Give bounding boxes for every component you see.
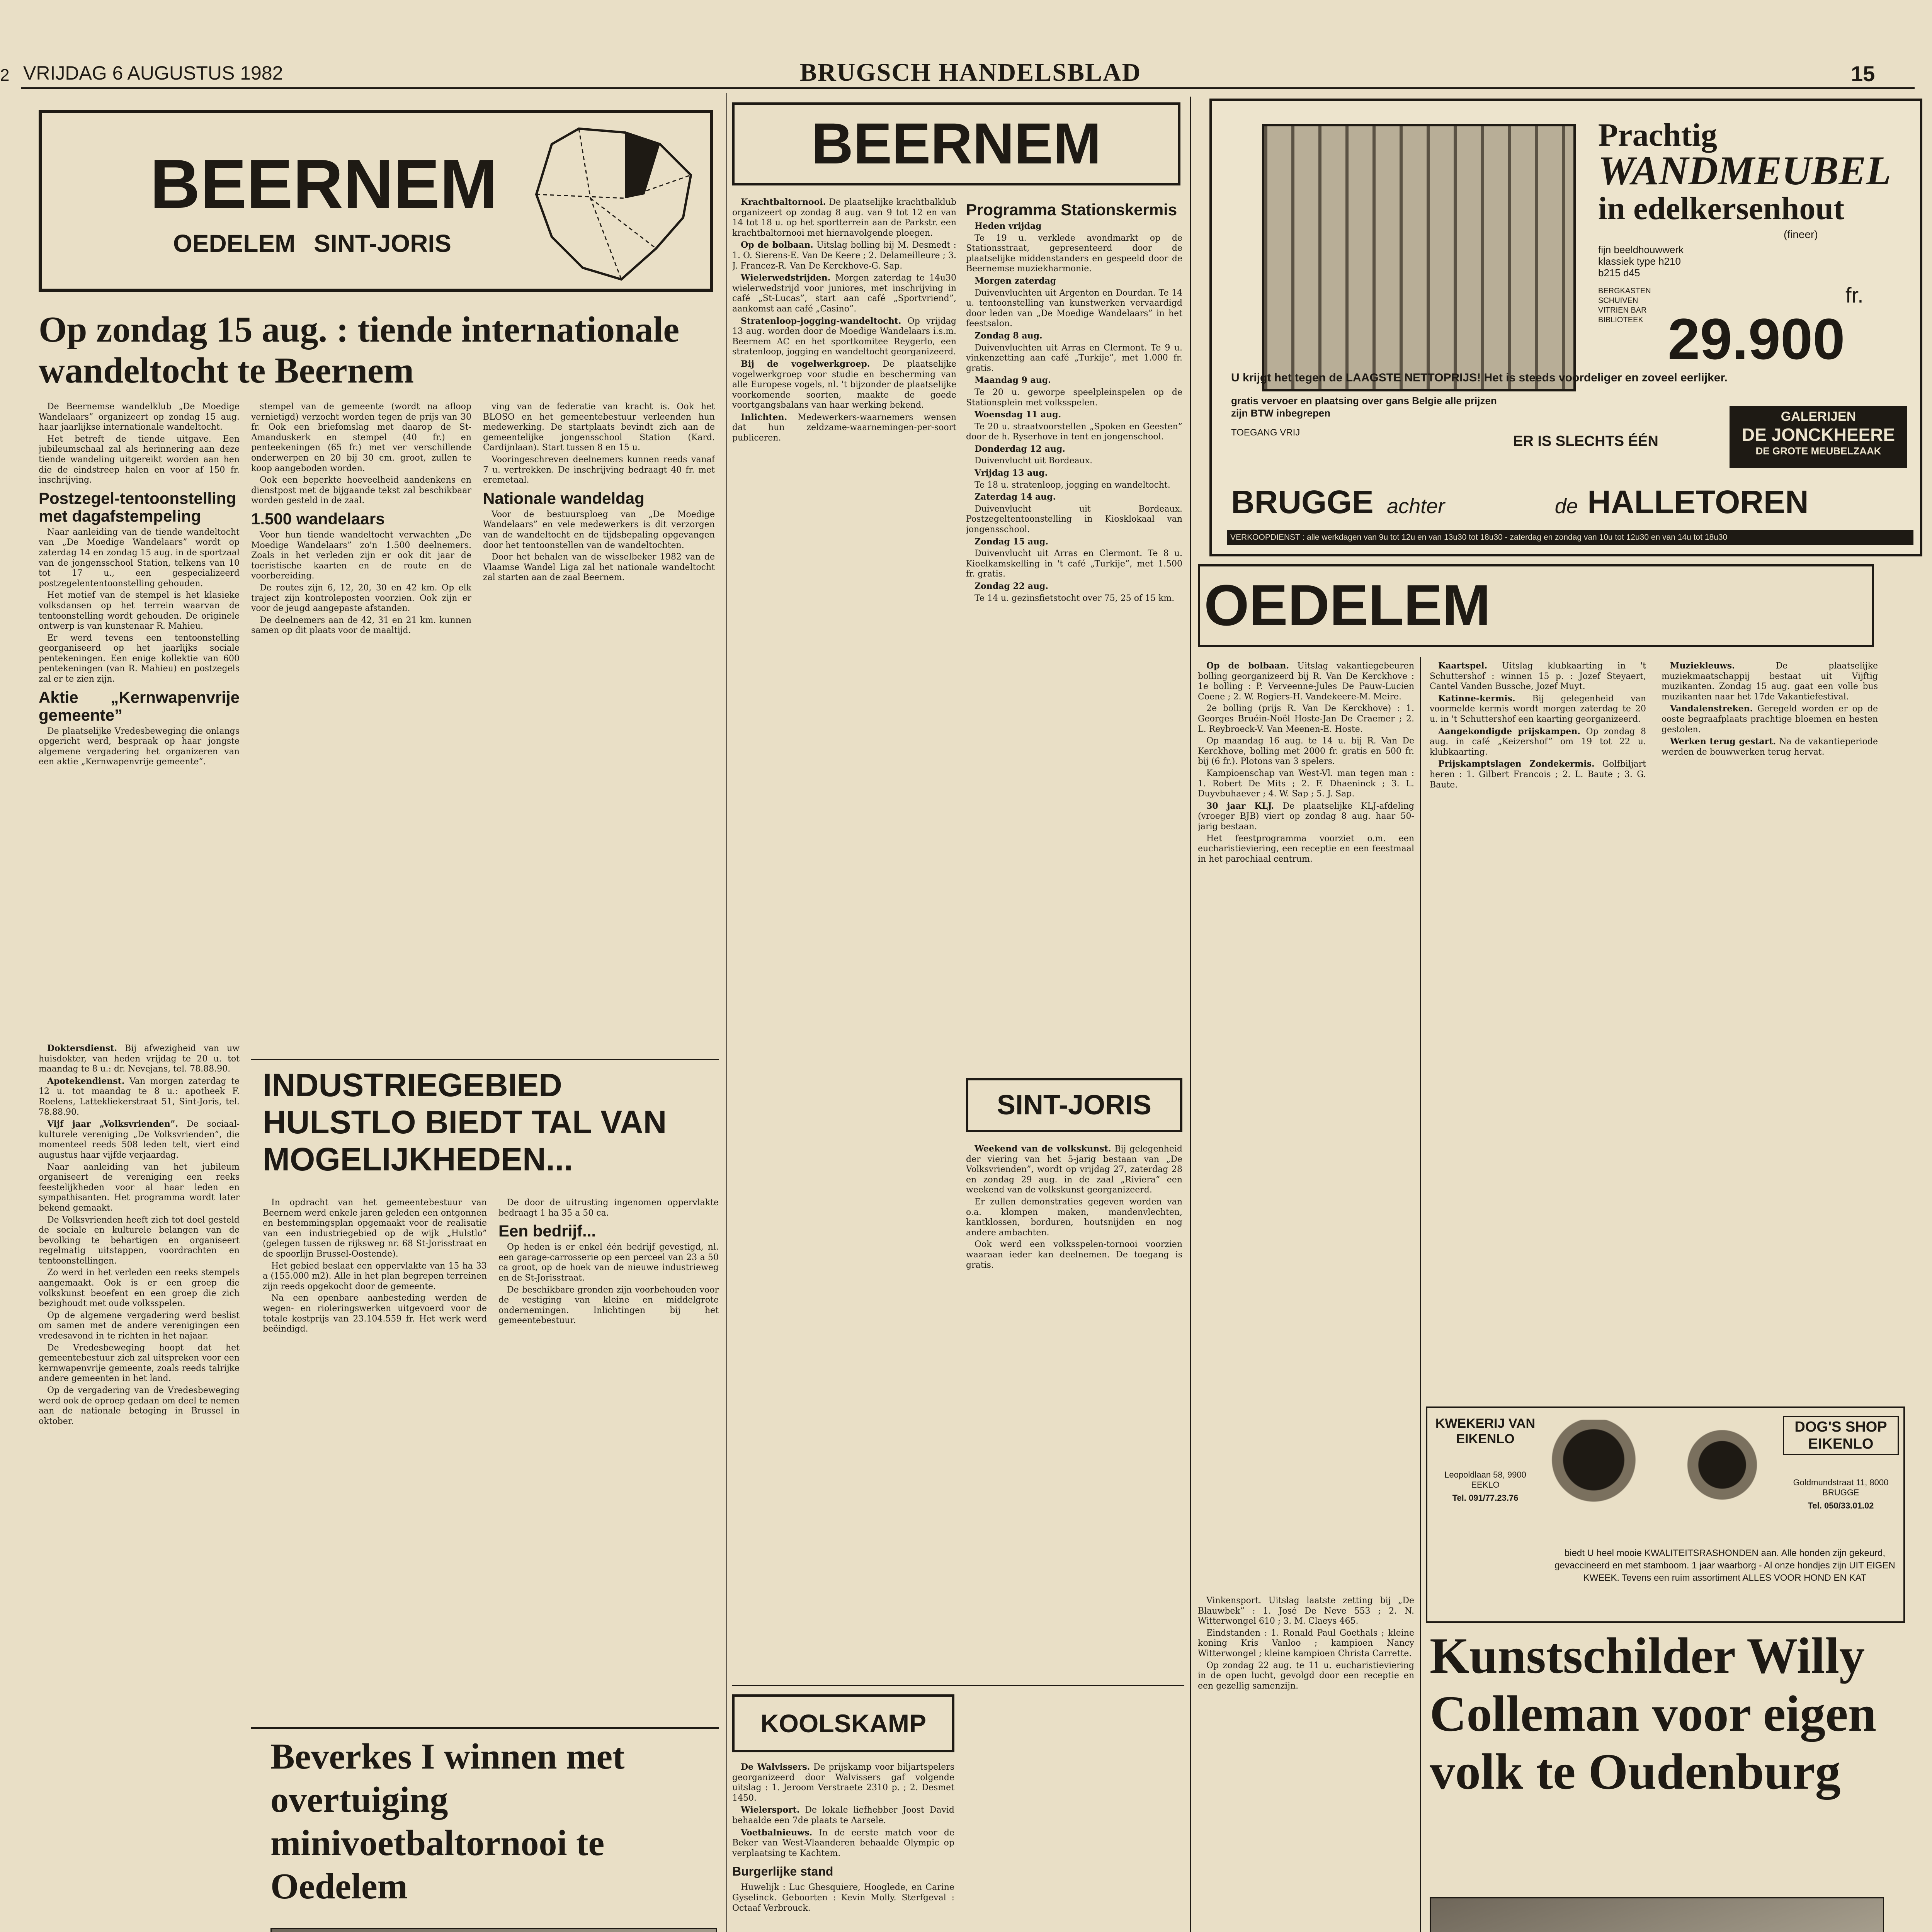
- oedelem-filler-2: Op maandag 16 aug. te 14 u. bij R. Van De Kerckhove, bolling met 2000 fr. gratis en 500 fr. bij (6 fr.). Plotons van 3 spelers.: [1198, 736, 1414, 767]
- dogs-footer: biedt U heel mooie KWALITEITSRASHONDEN aan. Alle honden zijn gekeurd, gevaccineerd en met stamboom. 1 jaar waarborg - Al onze hondjes zijn UIT EIGEN KWEEK. Tevens een ruim assortiment ALLES VOOR HOND EN KAT: [1554, 1548, 1895, 1583]
- dogs-right-tel: Tel. 050/33.01.02: [1808, 1501, 1874, 1510]
- vijf-title: Vijf jaar „Volksvrienden”.: [47, 1119, 179, 1129]
- bolbaan-title: Op de bolbaan.: [741, 240, 813, 250]
- donderdag-text: Duivenvlucht uit Bordeaux.: [975, 456, 1093, 466]
- vrijdag13-text: Te 18 u. stratenloop, jogging en wandeltocht.: [975, 480, 1170, 490]
- hulstlo-filler-2: Na een openbare aanbesteding werden de wegen- en rioleringswerken uitgevoerd voor de totale kostprijs van 23.104.559 fr. Het werk werd beëindigd.: [263, 1293, 487, 1334]
- koolskamp-rule: [732, 1685, 1184, 1686]
- ad-line3: in edelkersenhout: [1598, 190, 1845, 226]
- ad-fr: fr.: [1845, 283, 1864, 307]
- woensdag-text: Te 20 u. straatvoorstellen „Spoken en Geesten” door de h. Ryserhove in tent en jongenschool.: [966, 422, 1182, 442]
- extra-aktie: De plaatselijke Vredesbeweging die onlangs opgericht werd, bespraak op haar jongste algemene vergadering het organizeren van een aktie „Kernwapenvrije gemeente”.: [39, 726, 240, 767]
- ad-jonckheere-block: [1730, 406, 1907, 468]
- tocht-body-1: Naar aanleiding van de tiende wandeltocht van „De Moedige Wandelaars” wordt op zaterdag 14 en zondag 15 aug. in de sportzaal van de jongensschool Station, telkens van 10 tot 17 u., een gespecializeerd postzegelententoonstelling gehouden.: [39, 527, 240, 588]
- hulstlo-filler-3: De beschikbare gronden zijn voorbehouden voor de vestiging van kleine en middelgrote ondernemingen. Inlichtingen bij het gemeentebestuur.: [498, 1285, 719, 1326]
- oedelem-header: [1198, 564, 1874, 647]
- voetbal-text: In de eerste match voor de Beker van West-Vlaanderen behaalde Olympic op verplaatsing te Kachtem.: [732, 1828, 954, 1858]
- dogs-left-tel: Tel. 091/77.23.76: [1452, 1493, 1519, 1503]
- tocht-intro: De Beernemse wandelklub „De Moedige Wandelaars” organizeert op zondag 15 aug. haar jaarlijkse internationale wandeltocht.: [39, 402, 240, 432]
- hulstlo-col2b: Op heden is er enkel één bedrijf gevestigd, nl. een garage-carrosserie op een perceel van 23 a 50 ca groot, op de hoek van de nieuwe industrieweg en de St-Jorisstraat.: [498, 1242, 719, 1283]
- sint-joris-filler-1: Er zullen demonstraties gegeven worden van o.a. klompen maken, mandenvlechten, kantklossen, borduren, houtsnijden en nog andere ambachten.: [966, 1197, 1182, 1238]
- beernem-box-title: BEERNEM: [811, 111, 1102, 176]
- banner-subtitle: OEDELEM SINT-JORIS: [173, 230, 451, 257]
- ad-price: 29.900: [1668, 306, 1845, 371]
- dog-illustration-left: [1543, 1420, 1655, 1520]
- krachtbal-text: De plaatselijke krachtbalklub organizeert op zondag 8 aug. van 9 tot 12 en van 14 tot 18 u. op het sportterrein aan de Parkstr. een krachtbaltornooi met hiernavolgende ploegen.: [732, 197, 956, 238]
- header-rule: [21, 87, 1915, 89]
- oedelem-filler-5: Eindstanden : 1. Ronald Paul Goethals ; kleine koning Kris Vanloo ; kampioen Nancy Witterwongel ; kleine kampioen Christa Carrette.: [1198, 1628, 1414, 1658]
- zondag-text: Duivenvluchten uit Arras en Clermont. Te 9 u. vinkenzetting aan café „Turkije”, met 1.000 fr. gratis.: [966, 343, 1182, 373]
- extra-filler-4: Op de algemene vergadering werd beslist om samen met de andere verenigingen een vredesavond in te richten in het najaar.: [39, 1310, 240, 1341]
- verken-text: Na de vakantieperiode werden de bouwwerken terug hervat.: [1662, 737, 1878, 757]
- hulstlo-filler-1: Het gebied beslaat een oppervlakte van 15 ha 33 a (155.000 m2). Alle in het plan begrepen terreinen zijn reeds opgekocht door de gemeente.: [263, 1261, 487, 1291]
- tocht-col3-filler: Vooringeschreven deelnemers kunnen reeds vanaf 7 u. vertrekken. De inschrijving bedraagt 40 fr. met eremetaal.: [483, 454, 715, 485]
- zondag15-text: Duivenvlucht uit Arras en Clermont. Te 8 u. Kioelkamskelling in 't café „Turkije”, met 1.500 fr. gratis.: [966, 549, 1182, 579]
- muziek-text: De plaatselijke muziekmaatschappij bestaat uit Vijftig muzikanten. Zondag 15 aug. gaat een volle bus muzikanten naar het 17de Vakantiefestival.: [1662, 661, 1878, 702]
- kli-text: De plaatselijke KLJ-afdeling (vroeger BJB) viert op zondag 8 aug. haar 50-jarig bestaan.: [1198, 801, 1414, 832]
- ad-service: gratis vervoer en plaatsing over gans Belgie alle prijzen zijn BTW inbegrepen: [1231, 395, 1497, 419]
- header-date: VRIJDAG 6 AUGUSTUS 1982: [23, 62, 283, 84]
- oedelem-filler-6: Op zondag 22 aug. te 11 u. eucharistieviering in de open lucht, gevolgd door een receptie en een gezellig samenzijn.: [1198, 1660, 1414, 1691]
- ad-halletoren: HALLETOREN: [1587, 484, 1809, 520]
- extra-left-col: [39, 1043, 240, 1932]
- walvissers-title: De Walvissers.: [741, 1762, 810, 1772]
- oedelem-title: OEDELEM: [1204, 573, 1491, 638]
- extra-sub-aktie: Aktie „Kernwapenvrije gemeente”: [39, 688, 240, 724]
- tocht-col3: ving van de federatie van kracht is. Ook het BLOSO en het gemeentebestuur verleenden hun medewerking. De startplaats bevindt zich aan de gemeentelijke jongensschool Station (Kard. Cardijnlaan). Start tussen 8 en 15 u.: [483, 402, 715, 453]
- inlichting-text: Medewerkers-waarnemers wensen dat hun zeldzame-waarnemingen-per-soort publiceren.: [732, 412, 956, 443]
- maandag-text: Te 20 u. geworpe speelpleinspelen op de Stationsplein met volksspelen.: [966, 387, 1182, 408]
- header-paper: BRUGSCH HANDELSBLAD: [800, 58, 1141, 87]
- tocht-col2: stempel van de gemeente (wordt na afloop vernietigd) verzocht worden tegen de prijs van 30 fr. Ook een briefomslag met daarop de St-Amanduskerk en stempel (40 fr.) en penteekeningen (65 fr.) met ver verschillende onderwerpen en 20 bij 30 cm. groot, zullen te koop aangeboden worden.: [251, 402, 471, 473]
- edge-page-number: 2: [0, 66, 10, 85]
- dokter-text: Bij afwezigheid van uw huisdokter, van heden vrijdag te 20 u. tot maandag te 8 u.: dr. Nevejans, tel. 78.88.90.: [39, 1044, 240, 1074]
- prijskamp-title: Prijskamptslagen Zondekermis.: [1438, 759, 1595, 769]
- bolbaan-text: Uitslag bolling bij M. Desmedt : 1. O. Sierens-E. Van De Keere ; 2. Delameilleure ; 3. J. Francez-R. Van De Kerckhove-G. Sap.: [732, 240, 956, 271]
- vogel-title: Bij de vogelwerkgroep.: [741, 359, 870, 369]
- zaterdag-text: Duivenvluchten uit Argenton en Dourdan. Te 14 u. tentoonstelling van kunstwerken vervaardigd door leden van „De Moedige Wandelaars” in het feestsalon.: [966, 288, 1182, 329]
- tocht-filler-2: Het motief van de stempel is het klasieke volksdansen op het terrein waarvan de tentoonstelling wordt gehouden. De originele ontwerp is van kunstenaar R. Mahieu.: [39, 590, 240, 631]
- wielersport-text: De lokale liefhebber Joost David behaalde een 7de plaats te Aarsele.: [732, 1805, 954, 1825]
- muziek-title: Muziekleuws.: [1670, 661, 1735, 671]
- prijskamp-text: Golfbiljart heren : 1. Gilbert Francois ; 2. L. Baute ; 3. G. Baute.: [1430, 759, 1646, 790]
- hulstlo-col-2: [498, 1198, 719, 1681]
- zaterdag14-title: Zaterdag 14 aug.: [975, 492, 1056, 502]
- ad-desc: fijn beeldhouwwerk klassiek type h210 b215 d45: [1598, 244, 1684, 279]
- kunstschilder-headline: Kunstschilder Willy Colleman voor eigen volk te Oudenburg: [1430, 1627, 1877, 1800]
- katinne-title: Katinne-kermis.: [1438, 693, 1515, 704]
- oedelem-filler-3: Het feestprogramma voorziet o.m. een eucharistieviering, een receptie en een feestmaal in het parochiaal centrum.: [1198, 833, 1414, 864]
- koolskamp-title: KOOLSKAMP: [760, 1709, 926, 1738]
- voetbal-title: Voetbalnieuws.: [741, 1827, 813, 1838]
- koolskamp-header: [732, 1694, 954, 1752]
- wieler-text: Morgen zaterdag te 14u30 wielerwedstrijd voor juniores, met inschrijving in café „St-Lucas”, start aan café „Sportvriend”, aankomst aan café „Casino”.: [732, 273, 956, 314]
- kli-title: 30 jaar KLJ.: [1206, 801, 1274, 811]
- extra-filler-5: De Vredesbeweging hoopt dat het gemeentebestuur zich zal uitspreken voor een kernwapenvrije gemeente, zoals reeds talrijke andere gemeenten in het land.: [39, 1343, 240, 1384]
- burger-title: Burgerlijke stand: [732, 1864, 833, 1879]
- beernem-box-header: [732, 102, 1180, 185]
- municipality-map: [529, 121, 699, 287]
- hulstlo-col1: In opdracht van het gemeentebestuur van Beernem werd enkele jaren geleden een ontgonnen en bestemmingsplan opgemaakt voor de realisatie van een industriegebied op de wijk „Hulstlo” (gelegen tussen de rijksweg nr. 68 St-Jorisstraat en de spoorlijn Brussel-Oostende).: [263, 1198, 487, 1259]
- oedelem-bolbaan-text: Uitslag vakantiegebeuren bolling georganizeerd bij R. Van De Kerckhove : 1e bolling : P. Verveenne-Jules De Pauw-Lucien Coene ; 2. W. Rogiers-H. Vandekeere-M. Meire.: [1198, 661, 1414, 702]
- ad-parts: BERGKASTEN SCHUIVEN VITRIEN BAR BIBLIOTEEK: [1598, 287, 1651, 324]
- col-divider-b: [1190, 97, 1191, 1932]
- oedelem-kampioen: Kampioenschap van West-Vl. man tegen man : 1. Robert De Mits ; 2. F. Dhaeninck ; 3. L. Duyvbuhaever ; 4. W. Sap ; 5. J. Sap.: [1198, 768, 1414, 799]
- kaart-title: Kaartspel.: [1438, 661, 1488, 671]
- oedelem-filler-4: Vinkensport. Uitslag laatste zetting bij „De Blauwbek” : 1. José De Neve 553 ; 2. N. Witterwongel 610 ; 3. M. Claeys 465.: [1198, 1596, 1414, 1626]
- programma-title: Programma Stationskermis: [966, 201, 1177, 219]
- sint-joris-col: [966, 1144, 1182, 1677]
- vrijdag-title: Heden vrijdag: [975, 221, 1042, 231]
- ad-line2: WANDMEUBEL: [1598, 148, 1891, 193]
- inlichting-title: Inlichten.: [741, 412, 787, 422]
- beernem-box-col-1: [732, 197, 956, 1681]
- kunstschilder-photo: [1430, 1897, 1884, 1932]
- walvissers-text: De prijskamp voor biljartspelers georganizeerd door Walvissers gaf volgende uitslag : 1. Jeroom Verstraete 2310 p. ; 2. Desmet 1450.: [732, 1762, 954, 1803]
- ad-jonckheere: DE JONCKHEERE: [1742, 425, 1895, 445]
- zondag22-text: Te 14 u. gezinsfietstocht over 75, 25 of 15 km.: [975, 593, 1175, 603]
- ad-fineer: (fineer): [1784, 228, 1818, 240]
- tocht-sub-postzegel: Postzegel-tentoonstelling met dagafstempeling: [39, 489, 236, 525]
- apotheek-text: Van morgen zaterdag te 12 u. tot maandag te 8 u.: apotheek F. Roelens, Lattekliekerstraat 51, Sint-Joris, tel. 78.88.90.: [39, 1076, 240, 1117]
- extra-filler-3: Zo werd in het verleden een reeks stempels aangemaakt. Ook is er een groep die volkskunst beoefent en een groep die zich bezighoudt met oude volksspelen.: [39, 1268, 240, 1309]
- tocht-col2d: De deelnemers aan de 42, 31 en 21 km. kunnen samen op dit plaats voor de maaltijd.: [251, 615, 471, 636]
- beverkes-headline: Beverkes I winnen met overtuiging minivoetbaltornooi te Oedelem: [270, 1736, 625, 1906]
- beernem-banner: [39, 110, 713, 292]
- vrijdag-text: Te 19 u. verklede avondmarkt op de Stationsstraat, gepresenteerd door de plaatselijke middenstanders en gespeeld door de Beernemse muziekharmonie.: [966, 233, 1182, 274]
- header-page-number: 15: [1851, 61, 1875, 86]
- ad-line1: Prachtig: [1598, 117, 1717, 153]
- sint-joris-title: SINT-JORIS: [997, 1090, 1152, 1121]
- banner-title: BEERNEM: [150, 145, 498, 223]
- tocht-hulstlo-rule: [251, 1059, 719, 1060]
- dogs-advert: [1426, 1406, 1905, 1623]
- zondag22-title: Zondag 22 aug.: [975, 581, 1048, 591]
- aangekondigd-text: Op zondag 8 aug. in café „Keizershof” om 19 tot 22 u. klubkaarting.: [1430, 726, 1646, 757]
- dogs-left-title: KWEKERIJ VAN EIKENLO: [1435, 1416, 1536, 1446]
- extra-filler-6: Op de vergadering van de Vredesbeweging werd ook de oproep gedaan om deel te nemen aan de nationale betoging in Brussel in oktober.: [39, 1386, 240, 1426]
- zondag-title: Zondag 8 aug.: [975, 330, 1043, 341]
- hulstlo-beverkes-rule: [251, 1727, 719, 1729]
- zaterdag14-text: Duivenvlucht uit Bordeaux. Postzegeltentoonstelling in Kiosklokaal van jongensschool.: [966, 504, 1182, 535]
- oedelem-col-1: [1198, 661, 1414, 1588]
- wandmeubel-illustration: [1262, 124, 1576, 391]
- ad-galerijen: GALERIJEN: [1781, 409, 1856, 424]
- ad-tagline: U krijgt het tegen de LAAGSTE NETTOPRIJS! Het is steeds voordeliger en zoveel eerlijker.: [1231, 371, 1728, 384]
- ad-toegang: TOEGANG VRIJ: [1231, 427, 1300, 438]
- map-outline: [536, 129, 691, 279]
- aangekondigd-title: Aangekondigde prijskampen.: [1438, 726, 1580, 736]
- wielersport-title: Wielersport.: [741, 1805, 800, 1815]
- stratenloop-text: Op vrijdag 13 aug. worden door de Moedige Wandelaars i.s.m. Beernem AC en het sportkomitee Reygerlo, een stratenloop, jogging en wandeltocht georganizeerd.: [732, 316, 956, 357]
- tocht-sub-1500: 1.500 wandelaars: [251, 509, 385, 528]
- extra-filler-2: De Volksvrienden heeft zich tot doel gesteld de sociale en kulturele belangen van de bevolking te behartigen en organiseert regelmatig uitstappen, voordrachten en tentoonstellingen.: [39, 1215, 240, 1266]
- hulstlo-col-1: [263, 1198, 487, 1681]
- krachtbal-title: Krachtbaltornooi.: [741, 197, 826, 207]
- oedelem-bolbaan-title: Op de bolbaan.: [1206, 661, 1289, 671]
- beverkes-photo: [270, 1928, 717, 1932]
- ad-achter: achter: [1387, 495, 1445, 518]
- vijf-text: De sociaal-kulturele vereniging „De Volksvrienden”, die momenteel reeds 508 leden telt, viert eind augustus haar vijfde verjaardag.: [39, 1119, 240, 1160]
- apotheek-title: Apotekendienst.: [47, 1076, 125, 1086]
- tocht-col2b: Voor hun tiende wandeltocht verwachten „De Moedige Wandelaars” zo'n 1.500 deelnemers. Zoals in het verleden zijn er ook dit jaar de toeristische kaarten en de route en de voorbereiding.: [251, 530, 471, 581]
- zondag15-title: Zondag 15 aug.: [975, 536, 1048, 547]
- wieler-title: Wielerwedstrijden.: [741, 273, 831, 283]
- tocht-col2c: De routes zijn 6, 12, 20, 30 en 42 km. Op elk traject zijn kontroleposten voorzien. Ook zijn er voor de jeugd aangepaste afstanden.: [251, 583, 471, 614]
- tocht-col-1: [39, 402, 240, 1028]
- vogel-text: De plaatselijke vogelwerkgroep voor studie en bescherming van alle Europese vogels, nl. 't bijzonder de plaatselijke voorkomende soorten, maakte de goede voortgangsbalans van haar werking bekend.: [732, 359, 956, 410]
- extra-filler-1: Naar aanleiding van het jubileum organiseert de vereniging een reeks feestelijkheden voor al haar leden en sympathisanten. Het programma wordt later bekend gemaakt.: [39, 1162, 240, 1213]
- col-divider-a: [726, 93, 727, 1932]
- ad-hours: VERKOOPDIENST : alle werkdagen van 9u tot 12u en van 13u30 tot 18u30 - zaterdag en zondag van 10u tot 12u30 en van 14u tot 18u30: [1227, 530, 1913, 545]
- verken-title: Werken terug gestart.: [1670, 736, 1776, 747]
- woensdag-title: Woensdag 11 aug.: [975, 410, 1061, 420]
- stratenloop-title: Stratenloop-jogging-wandeltocht.: [741, 316, 901, 326]
- oedelem-col-2: [1430, 661, 1646, 1395]
- tocht-col-3: [483, 402, 715, 1066]
- vandal-text: Geregeld worden er op de ooste begraafplaats prachtige bloemen en hesten gestolen.: [1662, 704, 1878, 735]
- oedelem-col-3: [1662, 661, 1878, 1395]
- col-divider-c: [1420, 657, 1421, 1932]
- ad-brugge-row: [1231, 483, 1903, 522]
- ad-de: de: [1554, 495, 1578, 518]
- burger-text: Huwelijk : Luc Ghesquiere, Hooglede, en Carine Gyselinck. Geboorten : Kevin Molly. Sterfgeval : Octaaf Verbrouck.: [732, 1883, 954, 1913]
- zaterdag-title: Morgen zaterdag: [975, 276, 1056, 286]
- tocht-col-2: [251, 402, 471, 1066]
- vrijdag13-title: Vrijdag 13 aug.: [975, 468, 1048, 478]
- oedelem-filler-1: 2e bolling (prijs R. Van De Kerckhove) : 1. Georges Bruéin-Noël Hoste-Jan De Craemer ; 2. L. Reybroeck-V. Van Meenen-E. Hoste.: [1198, 704, 1414, 734]
- volkskunst-title: Weekend van de volkskunst.: [975, 1144, 1111, 1154]
- tocht-col2-filler: Ook een beperkte hoeveelheid aandenkens en dienstpost met de bijgaande tekst zal beschikbaar worden gesteld in de zaal.: [251, 475, 471, 506]
- dogs-right-address: Goldmundstraat 11, 8000 BRUGGE: [1793, 1478, 1889, 1497]
- vandal-title: Vandalenstreken.: [1670, 704, 1753, 714]
- koolskamp-col: [732, 1762, 954, 1932]
- maandag-title: Maandag 9 aug.: [975, 375, 1051, 386]
- tocht-sub-nationale: Nationale wandeldag: [483, 489, 645, 507]
- tocht-filler-3: Er werd tevens een tentoonstelling georganiseerd op het jaarlijks sociale pentekeningen. Een enige kollektie van 600 pentekeningen (van R. Mahieu) en postzegels zal er te zien zijn.: [39, 633, 240, 684]
- dogs-left-address: Leopoldlaan 58, 9900 EEKLO: [1444, 1470, 1526, 1490]
- hulstlo-sub: Een bedrijf...: [498, 1222, 596, 1240]
- tocht-col3b: Voor de bestuursploeg van „De Moedige Wandelaars” en vele medewerkers is dit verzorgen van de wandeltocht en de tijdsbepaling opgevangen door het tentoonstellen van de wandeltochten.: [483, 509, 715, 550]
- hulstlo-col2: De door de uitrusting ingenomen oppervlakte bedraagt 1 ha 35 a 50 ca.: [498, 1198, 719, 1218]
- sint-joris-header: [966, 1078, 1182, 1132]
- sint-joris-filler-2: Ook werd een volksspelen-tornooi voorzien waaraan ieder kan deelnemen. De toegang is gratis.: [966, 1240, 1182, 1270]
- tocht-filler-1: Het betreft de tiende uitgave. Een jubileumschaal zal als herinnering aan deze tiende wandeling uitgereikt worden aan hen die de eindstreep halen en voor af 150 fr. inschrijving.: [39, 434, 240, 485]
- dog-illustration-right: [1667, 1420, 1767, 1520]
- dogs-right-title: DOG'S SHOP EIKENLO: [1783, 1416, 1899, 1455]
- katinne-text: Bij gelegenheid van voormelde kermis wordt morgen zaterdag te 20 u. in 't Schuttershof een kaarting georganizeerd.: [1430, 694, 1646, 724]
- ad-brugge: BRUGGE: [1231, 484, 1374, 520]
- donderdag-title: Donderdag 12 aug.: [975, 444, 1065, 454]
- ad-meubel: DE GROTE MEUBELZAAK: [1755, 445, 1881, 457]
- oedelem-col-1-lower: [1198, 1596, 1414, 1932]
- wandmeubel-advert: [1209, 99, 1922, 556]
- ad-dealer: ER IS SLECHTS ÉÉN: [1513, 433, 1658, 449]
- tocht-headline: Op zondag 15 aug. : tiende internationale wandeltocht te Beernem: [39, 310, 680, 391]
- dokter-title: Doktersdienst.: [47, 1043, 117, 1053]
- kaart-text: Uitslag klubkaarting in 't Schuttershof : winnen 15 p. : Jozef Steyaert, Cantel Vanden Bussche, Jozef Muyt.: [1430, 661, 1646, 692]
- beernem-box-col-2: [966, 197, 1182, 1043]
- hulstlo-headline: INDUSTRIEGEBIED HULSTLO BIEDT TAL VAN MOGELIJKHEDEN...: [263, 1067, 667, 1177]
- tocht-col3c: Door het behalen van de wisselbeker 1982 van de Vlaamse Wandel Liga zal het nationale wandeltocht zal starten aan de zaal Beernem.: [483, 552, 715, 583]
- volkskunst-text: Bij gelegenheid der viering van het 5-jarig bestaan van „De Volksvrienden”, wordt op vrijdag 27, zaterdag 28 en zondag 29 aug. in de zaal „Riviera” een weekend van de volkskunst georganizeerd.: [966, 1144, 1182, 1195]
